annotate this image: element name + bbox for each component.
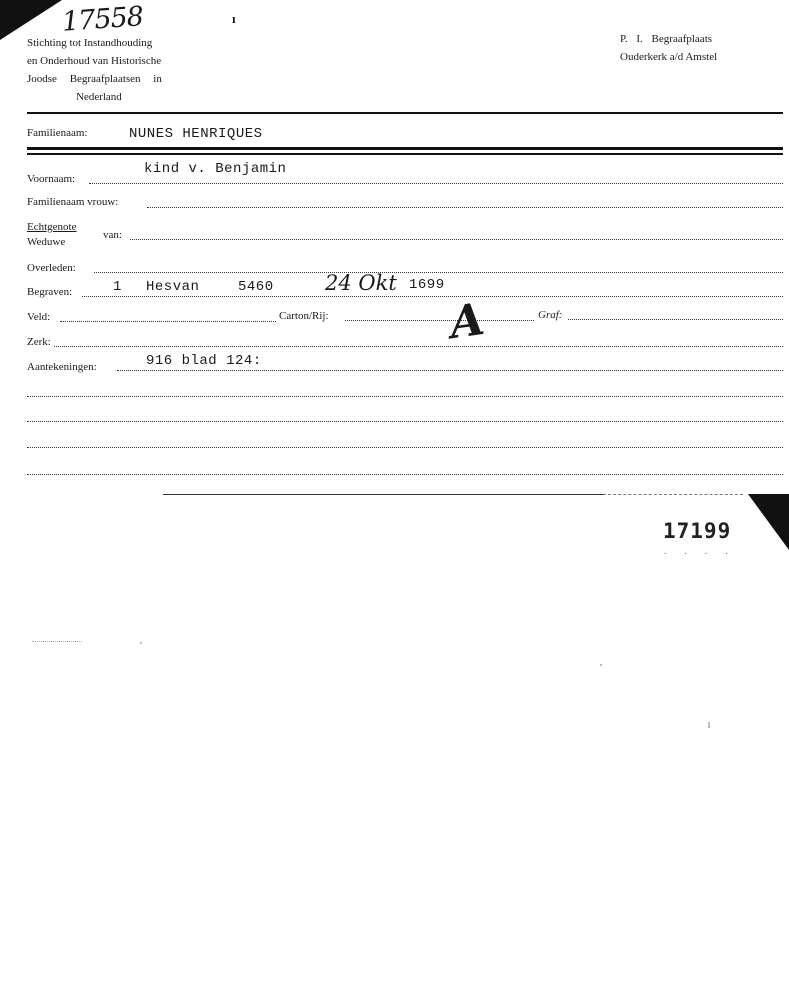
aantekeningen-label: Aantekeningen:	[27, 361, 97, 373]
weduwe-label: Weduwe	[27, 236, 66, 248]
org-line-2: en Onderhoud van Historische	[27, 55, 162, 67]
carton-handwritten-mark: A	[446, 293, 488, 350]
voornaam-line	[89, 183, 783, 184]
begraven-label: Begraven:	[27, 286, 73, 298]
card-bottom-rule	[163, 494, 603, 495]
scan-speck-1	[32, 641, 82, 642]
overleden-label: Overleden:	[27, 262, 76, 274]
graf-label: Graf:	[538, 309, 563, 321]
notes-line-2	[27, 421, 783, 422]
overleden-line	[94, 272, 783, 273]
org-line-1: Stichting tot Instandhouding	[27, 37, 153, 49]
cemetery-block	[620, 30, 717, 66]
org-line-3: Joodse Begraafplaatsen in	[27, 73, 162, 85]
zerk-label: Zerk:	[27, 336, 51, 348]
carton-rij-label: Carton/Rij:	[279, 310, 329, 322]
notes-line-3	[27, 447, 783, 448]
cemetery-line-2: Ouderkerk a/d Amstel	[620, 51, 718, 63]
familienaam-vrouw-label: Familienaam vrouw:	[27, 196, 119, 208]
graf-line	[568, 319, 783, 320]
card-number: 17199	[663, 519, 732, 543]
familienaam-double-rule-bottom	[27, 153, 783, 155]
voornaam-value: kind v. Benjamin	[144, 161, 287, 177]
right-corner-mark	[748, 494, 789, 550]
zerk-line	[54, 346, 783, 347]
begraven-handwritten-date: 24 Okt	[325, 271, 397, 295]
begraven-line	[82, 296, 783, 297]
familienaam-double-rule-top	[27, 147, 783, 150]
organization-block	[27, 34, 162, 106]
van-label: van:	[103, 229, 122, 241]
veld-line	[60, 321, 276, 322]
begraven-year: 1699	[409, 277, 445, 293]
familienaam-vrouw-line	[147, 207, 783, 208]
notes-line-1	[27, 396, 783, 397]
scan-speck-2	[140, 642, 142, 644]
veld-label: Veld:	[27, 311, 51, 323]
van-line	[130, 239, 783, 240]
begraven-hebrew-month: Hesvan	[146, 279, 200, 295]
handwritten-card-number: 17558	[61, 1, 144, 38]
cemetery-line-1: P. I. Begraafplaats	[620, 33, 713, 45]
echtgenote-label: Echtgenote	[27, 221, 77, 233]
familienaam-value: NUNES HENRIQUES	[129, 126, 263, 142]
card-bottom-rule-faded	[603, 494, 743, 495]
begraven-hebrew-year: 5460	[238, 279, 274, 295]
card-number-specks: . . . .	[664, 546, 736, 556]
familienaam-label: Familienaam:	[27, 127, 88, 139]
carton-rij-line	[345, 320, 534, 321]
notes-line-4	[27, 474, 783, 475]
org-line-4: Nederland	[76, 91, 122, 103]
begraven-day: 1	[113, 279, 122, 295]
aantekeningen-value: 916 blad 124:	[146, 353, 262, 369]
scan-speck-3	[600, 664, 602, 666]
stray-mark: ı	[232, 11, 236, 26]
voornaam-label: Voornaam:	[27, 173, 76, 185]
aantekeningen-line	[117, 370, 783, 371]
header-divider	[27, 112, 783, 114]
scan-speck-4	[708, 722, 710, 728]
